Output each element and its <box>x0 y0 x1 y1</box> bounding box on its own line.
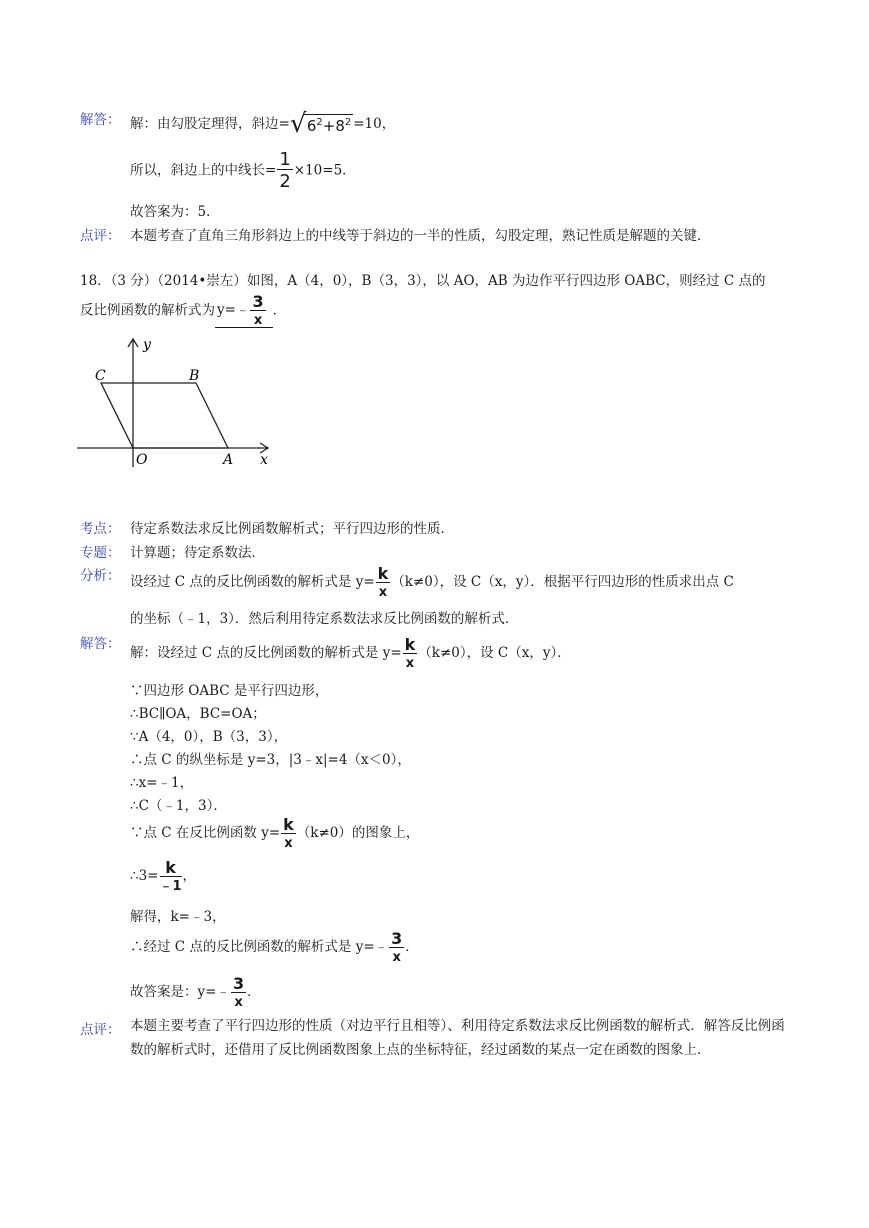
comment-text: 本题考查了直角三角形斜边上的中线等于斜边的一半的性质，勾股定理，熟记性质是解题的关键． <box>130 228 711 244</box>
fenxi-line-1: 设经过 C 点的反比例函数的解析式是 y= $\frac{k}{x}$ （k≠0），设 C（x，y）．根据平行四边形的性质求出点 C <box>130 564 734 600</box>
jieda-line-2: ∵四边形 OABC 是平行四边形， <box>130 683 329 699</box>
point-a-label: A <box>223 452 234 468</box>
zhuanti-text: 计算题；待定系数法． <box>130 545 265 561</box>
jieda-line-4: ∵A（4，0），B（3，3）， <box>130 729 288 745</box>
jieda-tag: 解答： <box>80 636 121 652</box>
question-18-line-2: 反比例函数的解析式为 y=﹣ $\frac{3}{x}$ ． <box>80 292 287 328</box>
jieda-line-12: 故答案是：y=﹣ $\frac{3}{x}$ ． <box>130 974 261 1010</box>
jieda-line-5: ∴点 C 的纵坐标是 y=3，|3﹣x|=4（x＜0）， <box>130 752 411 768</box>
jieda-line-6: ∴x=﹣1， <box>130 775 194 791</box>
jieda-line-8: ∵点 C 在反比例函数 y= $\frac{k}{x}$ （k≠0）的图象上， <box>130 815 420 851</box>
parallelogram-figure <box>75 335 275 470</box>
x-axis-label: x <box>260 452 268 468</box>
solution-line-1: 解：由勾股定理得，斜边= √ $6^2+8^2 =10$， <box>130 109 396 139</box>
fraction-one-half: $\frac{1}{2}$ <box>279 149 291 192</box>
jieda-line-11: ∴经过 C 点的反比例函数的解析式是 y=﹣ $\frac{3}{x}$ ． <box>130 929 419 965</box>
sqrt-expression: √ $6^2+8^2$ <box>289 109 352 139</box>
point-b-label: B <box>189 368 200 384</box>
jieda-line-3: ∴BC∥OA，BC=OA； <box>130 706 266 722</box>
kaodian-tag: 考点： <box>80 521 121 537</box>
question-18-line-1: 18．（3 分）（2014•崇左）如图，A（4，0），B（3，3），以 AO，AB 为边作平行四边形 OABC，则经过 C 点的 <box>80 273 766 289</box>
parallelogram-oabc <box>101 383 228 448</box>
fenxi-tag: 分析： <box>80 568 121 584</box>
kaodian-text: 待定系数法求反比例函数解析式；平行四边形的性质． <box>130 521 454 537</box>
answer-blank: y=﹣ $\frac{3}{x}$ <box>215 294 273 328</box>
point-o-label: O <box>136 452 148 468</box>
fenxi-line-2: 的坐标（﹣1，3）．然后利用待定系数法求反比例函数的解析式． <box>130 611 519 627</box>
dianping-text: 本题主要考查了平行四边形的性质（对边平行且相等）、利用待定系数法求反比例函数的解析式．解答反比例函数的解析式时，还借用了反比例函数图象上点的坐标特征，经过函数的某点一定在函数的图象上． <box>130 1018 785 1058</box>
point-c-label: C <box>95 368 106 384</box>
solution-line-3: 故答案为：5． <box>130 204 220 220</box>
solution-tag: 解答： <box>80 112 121 128</box>
zhuanti-tag: 专题： <box>80 545 121 561</box>
jieda-line-9: ∴3= $\frac{k}{﹣1}$ ， <box>130 858 197 894</box>
solution-line-2: 所以，斜边上的中线长= $\frac{1}{2}$ ×10=5． <box>130 149 356 192</box>
jieda-line-7: ∴C（﹣1，3）． <box>130 798 227 814</box>
dianping-tag: 点评： <box>80 1022 121 1038</box>
y-axis-label: y <box>143 337 151 353</box>
jieda-line-10: 解得，k=﹣3， <box>130 909 226 925</box>
comment-tag: 点评： <box>80 228 121 244</box>
jieda-line-1: 解：设经过 C 点的反比例函数的解析式是 y= $\frac{k}{x}$ （k≠0），设 C（x，y）． <box>130 635 571 671</box>
